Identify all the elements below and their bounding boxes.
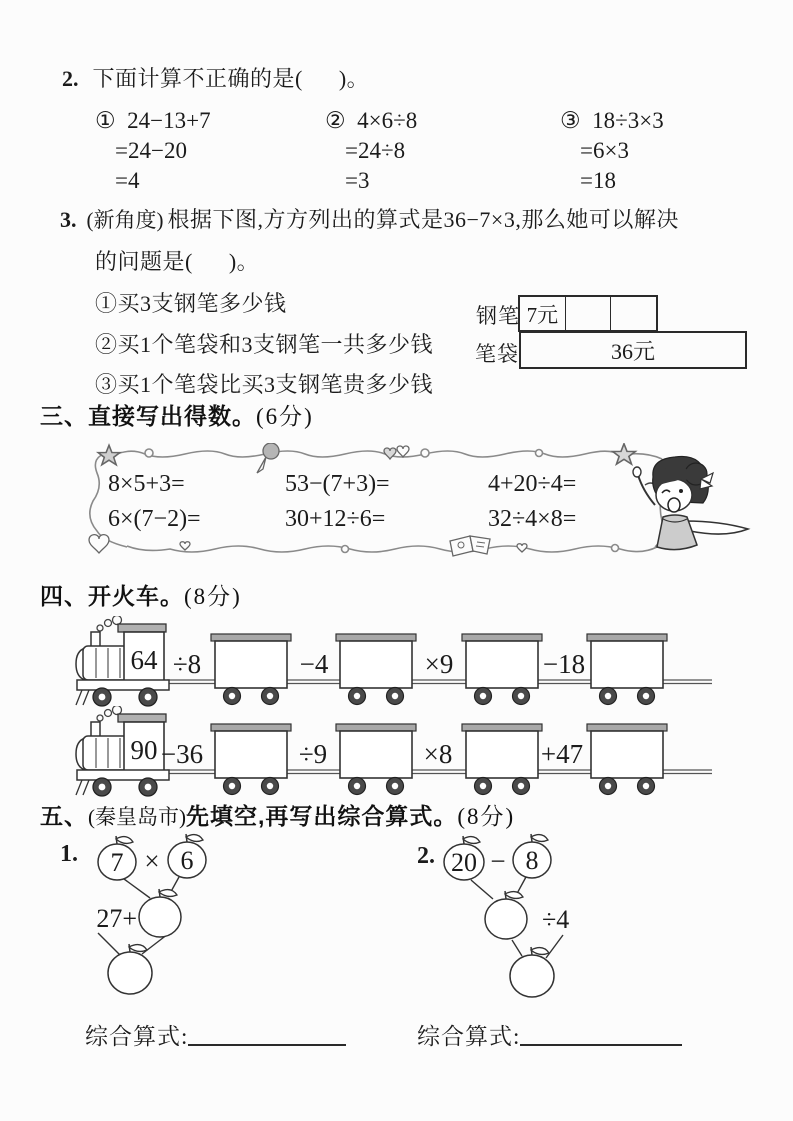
apple-7 xyxy=(98,836,136,880)
apple-problem-2 xyxy=(413,833,713,1013)
question-3-number: 3. xyxy=(60,207,77,232)
mental-math-1: 8×5+3= xyxy=(108,471,185,497)
pen-bar-cell-1: 7元 xyxy=(520,297,566,330)
question-3-text-line1: 根据下图,方方列出的算式是36−7×3,那么她可以解决 xyxy=(167,207,679,232)
apple-problem-1 xyxy=(58,833,358,1013)
bag-bar-value: 36元 xyxy=(610,338,655,364)
wagon xyxy=(211,724,291,795)
answer-2-blank-line xyxy=(520,1022,682,1046)
apple-bottom-blank xyxy=(510,947,554,997)
section-5-prefix: 五、 xyxy=(40,803,88,829)
section-4-header xyxy=(40,578,242,611)
section-5-tag: (秦皇岛市) xyxy=(88,805,186,829)
mental-math-6: 32÷4×8= xyxy=(488,506,577,532)
wavy-border xyxy=(90,449,665,553)
problem-2-mid-label: ÷4 xyxy=(542,905,570,934)
wagon xyxy=(462,724,542,795)
bag-bar xyxy=(519,331,747,369)
apple-7-value: 7 xyxy=(110,848,124,877)
train-2-engine xyxy=(76,706,169,796)
section-5-title: 先填空,再写出综合算式。 xyxy=(186,803,458,829)
decorated-answer-box xyxy=(85,443,760,561)
mental-math-3: 4+20÷4= xyxy=(488,471,577,497)
pen-row-label: 钢笔 xyxy=(476,304,520,328)
train-1-op-1: ÷8 xyxy=(172,649,202,679)
train-2-op-4: +47 xyxy=(540,739,584,769)
apple-6 xyxy=(168,834,206,878)
train-2-op-3: ×8 xyxy=(423,739,453,769)
apple-8 xyxy=(513,834,551,878)
section-3-title: 三、直接写出得数。 xyxy=(40,403,256,429)
q2-option-2-step: =24÷8 xyxy=(345,138,406,163)
wagon xyxy=(336,634,416,705)
problem-1-operator: × xyxy=(144,846,160,876)
q2-option-3-result: =18 xyxy=(580,168,616,193)
train-1-engine xyxy=(76,616,169,706)
question-3-tag: (新角度) xyxy=(86,208,164,232)
q2-option-1-result: =4 xyxy=(115,168,140,193)
wagon xyxy=(211,634,291,705)
book-icon xyxy=(450,536,490,556)
q2-option-3-expr: ③ 18÷3×3 xyxy=(560,108,664,133)
star-icon xyxy=(98,445,120,465)
question-2 xyxy=(62,62,369,93)
answer-1-blank-line xyxy=(188,1022,346,1046)
q2-option-3 xyxy=(560,106,664,196)
q3-option-3: ③买1个笔袋比买3支钢笔贵多少钱 xyxy=(95,372,434,397)
problem-1-mid-label: 27+ xyxy=(96,904,137,933)
q3-option-2: ②买1个笔袋和3支钢笔一共多少钱 xyxy=(95,332,434,357)
mental-math-5: 30+12÷6= xyxy=(285,506,386,532)
section-3-header xyxy=(40,398,314,431)
question-2-text: 下面计算不正确的是( )。 xyxy=(92,66,370,91)
answer-row-1 xyxy=(85,1018,346,1051)
star-icon xyxy=(613,444,636,464)
section-4-title: 四、开火车。 xyxy=(40,583,184,609)
answer-2-label: 综合算式: xyxy=(417,1024,521,1049)
train-2 xyxy=(72,706,732,798)
pen-bar-cell-3 xyxy=(611,297,656,330)
problem-2-operator: − xyxy=(490,846,506,876)
wagon xyxy=(587,634,667,705)
q2-option-2 xyxy=(325,106,417,196)
section-4-score: (8分) xyxy=(184,584,242,609)
q2-option-2-result: =3 xyxy=(345,168,370,193)
pen-bar-cell-2 xyxy=(566,297,612,330)
apple-20-value: 20 xyxy=(451,848,477,877)
train-2-op-1: −36 xyxy=(160,739,204,769)
q3-option-1: ①买3支钢笔多少钱 xyxy=(95,291,287,316)
q2-option-1 xyxy=(95,106,211,196)
answer-1-label: 综合算式: xyxy=(85,1024,189,1049)
apple-8-value: 8 xyxy=(525,846,539,875)
q2-option-1-step: =24−20 xyxy=(115,138,187,163)
train-1-op-4: −18 xyxy=(542,649,586,679)
train-2-start-number: 90 xyxy=(130,735,158,765)
wagon xyxy=(587,724,667,795)
section-5-header xyxy=(40,798,515,831)
question-3-text-line2: 的问题是( )。 xyxy=(95,249,260,274)
mental-math-4: 6×(7−2)= xyxy=(108,506,201,532)
pen-bar xyxy=(518,295,658,332)
q2-option-2-expr: ② 4×6÷8 xyxy=(325,108,418,133)
q2-option-3-step: =6×3 xyxy=(580,138,629,163)
problem-1-number: 1. xyxy=(60,841,78,867)
q2-option-1-expr: ① 24−13+7 xyxy=(95,108,211,133)
q3-bar-diagram xyxy=(468,290,768,372)
box-doodles xyxy=(89,443,635,556)
wagon xyxy=(336,724,416,795)
question-2-number: 2. xyxy=(62,66,79,91)
train-1 xyxy=(72,616,732,708)
apple-middle-blank xyxy=(139,889,181,937)
train-1-op-3: ×9 xyxy=(424,649,454,679)
section-3-score: (6分) xyxy=(256,404,314,429)
answer-row-2 xyxy=(417,1018,682,1051)
wagon xyxy=(462,634,542,705)
balloon-icon xyxy=(257,443,279,473)
problem-2-number: 2. xyxy=(417,843,435,869)
section-5-score: (8分) xyxy=(457,804,516,829)
apple-20 xyxy=(444,836,484,880)
mental-math-2: 53−(7+3)= xyxy=(285,471,390,497)
train-2-op-2: ÷9 xyxy=(298,739,328,769)
train-1-start-number: 64 xyxy=(130,645,158,675)
train-1-op-2: −4 xyxy=(299,649,329,679)
question-3 xyxy=(60,203,775,234)
cartoon-girl-illustration xyxy=(633,456,748,549)
bag-row-label: 笔袋 xyxy=(475,342,519,366)
apple-6-value: 6 xyxy=(180,846,194,875)
